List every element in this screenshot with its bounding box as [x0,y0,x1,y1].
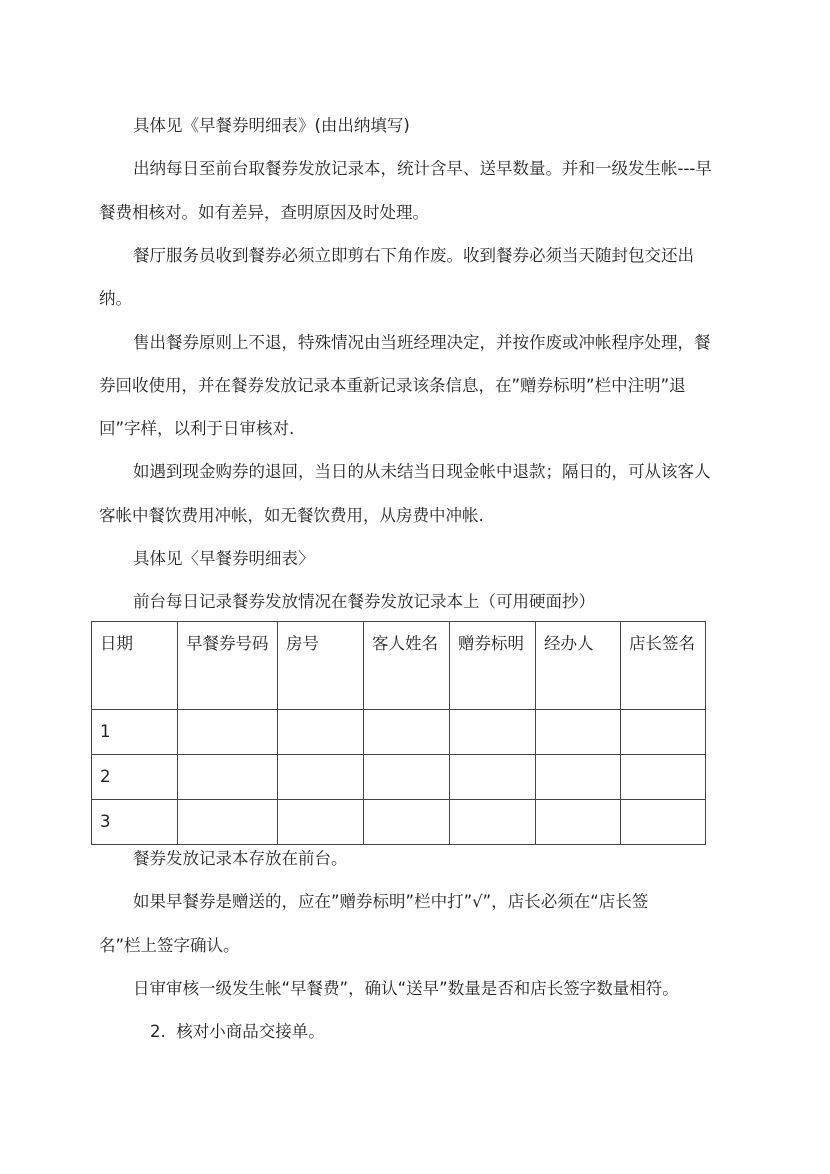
header-cell: 店长签名 [621,622,706,710]
paragraph-line: 前台每日记录餐券发放情况在餐券发放记录本上（可用硬面抄） [133,592,595,612]
paragraph-line: 餐券发放记录本存放在前台。 [133,849,348,868]
table-cell [621,710,706,755]
paragraph-line: 名”栏上签字确认。 [99,935,240,955]
table-cell [536,755,621,800]
table-cell: 3 [92,800,178,845]
table-header-row [92,622,706,710]
paragraph-line: 回”字样，以利于日审核对. [99,419,295,439]
table-cell [178,710,278,755]
paragraph-line: 券回收使用，并在餐券发放记录本重新记录该条信息，在”赠券标明”栏中注明”退 [99,375,686,395]
table-cell: 2 [92,755,178,800]
paragraph-line: 如果早餐券是赠送的，应在”赠券标明”栏中打”√”，店长必须在“店长签 [133,892,649,912]
table-cell [450,710,536,755]
table-cell [450,755,536,800]
header-cell: 赠券标明 [450,622,536,710]
header-cell: 房号 [278,622,364,710]
paragraph-line: 餐费相核对。如有差异，查明原因及时处理。 [99,202,429,222]
numbered-list-item [150,1022,325,1042]
paragraph-line: 餐厅服务员收到餐券必须立即剪右下角作废。收到餐券必须当天随封包交还出 [133,245,694,265]
table-cell [278,800,364,845]
list-text: 核对小商品交接单。 [176,1022,325,1042]
paragraph-line: 纳。 [99,289,132,309]
table-row [92,710,706,755]
breakfast-voucher-table [91,621,706,845]
table-cell [621,755,706,800]
table-cell [621,800,706,845]
header-cell: 日期 [92,622,178,710]
table-row [92,755,706,800]
table-cell: 1 [92,710,178,755]
table-cell [178,800,278,845]
table-cell [536,710,621,755]
paragraph-line: 如遇到现金购券的退回，当日的从未结当日现金帐中退款；隔日的，可从该客人 [133,462,711,482]
table-cell [278,755,364,800]
table-cell [278,710,364,755]
paragraph-line: 具体见《早餐券明细表》(由出纳填写) [133,116,410,135]
table-cell [178,755,278,800]
table-cell [364,800,450,845]
paragraph-line: 日审审核一级发生帐“早餐费”，确认“送早”数量是否和店长签字数量相符。 [133,978,679,998]
table-cell [364,710,450,755]
table-row [92,800,706,845]
paragraph-line: 售出餐券原则上不退，特殊情况由当班经理决定，并按作废或冲帐程序处理，餐 [133,332,711,352]
header-cell: 经办人 [536,622,621,710]
header-cell: 客人姓名 [364,622,450,710]
paragraph-line: 出纳每日至前台取餐券发放记录本，统计含早、送早数量。并和一级发生帐---早 [133,159,712,179]
table-cell [364,755,450,800]
header-cell: 早餐券号码 [178,622,278,710]
table-cell [536,800,621,845]
paragraph-line: 具体见〈早餐券明细表〉 [133,549,315,568]
list-number: 2. [150,1022,166,1042]
paragraph-line: 客帐中餐饮费用冲帐，如无餐饮费用，从房费中冲帐. [99,505,484,525]
table-cell [450,800,536,845]
